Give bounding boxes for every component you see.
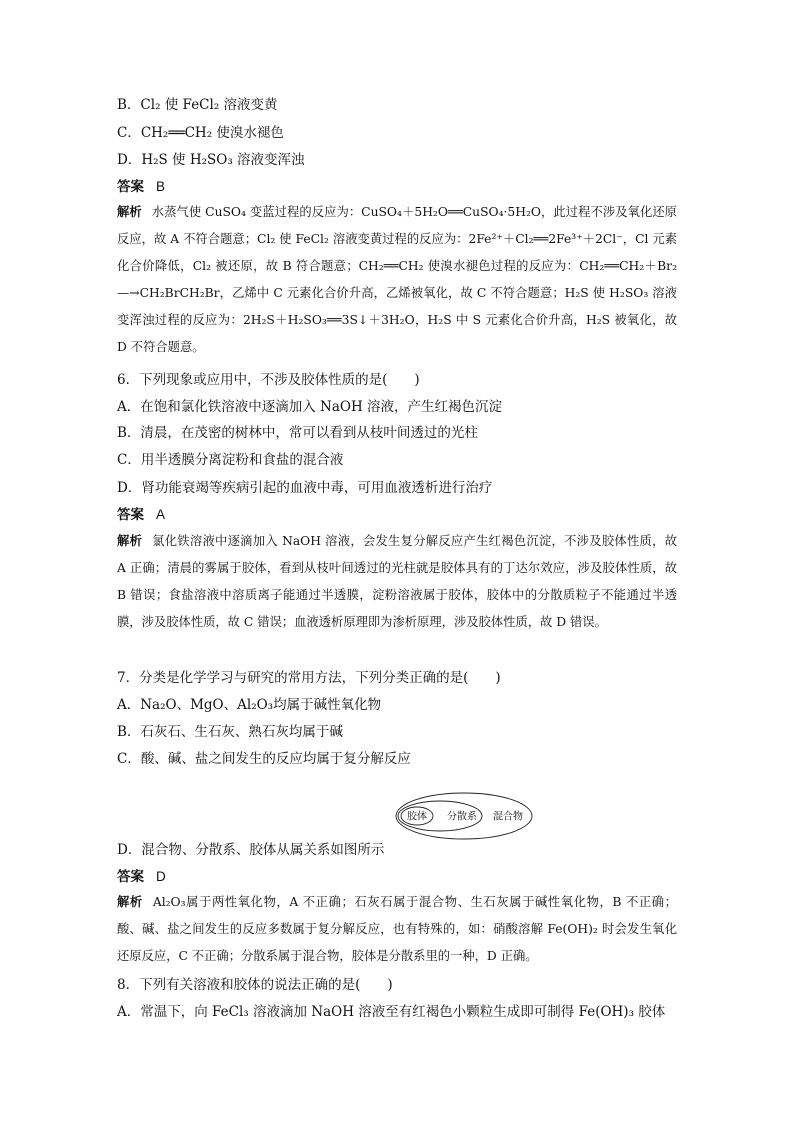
explanation-label: 解析 bbox=[117, 895, 143, 909]
q7-option-b: B．石灰石、生石灰、熟石灰均属于碱 bbox=[117, 724, 343, 740]
explanation-text: 水蒸气使 CuSO₄ 变蓝过程的反应为：CuSO₄＋5H₂O══CuSO₄·5H₂O，此过程不涉及氧化还原反应，故 A 不符合题意；Cl₂ 使 FeCl₂ 溶液变黄过程的反应为：2Fe²⁺＋Cl₂══2Fe³⁺＋2Cl⁻，Cl 元素化合价降低，Cl₂ 被还原，故 B 符合题意；CH₂══CH₂ 使溴水褪色过程的反应为：CH₂══CH₂＋Br₂—→CH₂BrCH₂Br，乙烯中 C 元素化合价升高，乙烯被氧化，故 C 不符合题意；H₂S 使 H₂SO₃ 溶液变浑浊过程的反应为：2H₂S＋H₂SO₃══3S↓＋3H₂O，H₂S 中 S 元素化合价升高，H₂S 被氧化，故 D 不符合题意。 bbox=[117, 205, 677, 354]
explanation-label: 解析 bbox=[117, 205, 142, 219]
q6-option-d: D．肾功能衰竭等疾病引起的血液中毒，可用血液透析进行治疗 bbox=[117, 480, 493, 496]
q8-stem: 8．下列有关溶液和胶体的说法正确的是( ) bbox=[117, 977, 393, 993]
answer-value: D bbox=[156, 869, 166, 884]
explanation-text: Al₂O₃属于两性氧化物，A 不正确；石灰石属于混合物、生石灰属于碱性氧化物，B 不正确；酸、碱、盐之间发生的反应多数属于复分解反应，也有特殊的，如：硝酸溶解 Fe(OH)₂ 时会发生氧化还原反应，C 不正确；分散系属于混合物，胶体是分散系里的一种，D 正确。 bbox=[117, 895, 677, 963]
q5-option-c: C．CH₂══CH₂ 使溴水褪色 bbox=[117, 125, 284, 141]
answer-label: 答案 bbox=[117, 179, 144, 195]
q6-option-b: B．清晨，在茂密的树林中，常可以看到从枝叶间透过的光柱 bbox=[117, 425, 478, 441]
q7-explanation bbox=[117, 889, 677, 970]
q6-explanation bbox=[117, 528, 677, 636]
diagram-label-dispersion: 分散系 bbox=[447, 811, 477, 823]
diagram-label-mixture: 混合物 bbox=[493, 811, 523, 823]
q7-option-c: C．酸、碱、盐之间发生的反应均属于复分解反应 bbox=[117, 751, 411, 767]
q6-answer bbox=[117, 506, 165, 524]
explanation-label: 解析 bbox=[117, 534, 143, 548]
q7-stem: 7．分类是化学学习与研究的常用方法，下列分类正确的是( ) bbox=[117, 670, 501, 686]
q7-option-a: A．Na₂O、MgO、Al₂O₃均属于碱性氧化物 bbox=[117, 697, 382, 713]
answer-label: 答案 bbox=[117, 869, 144, 885]
q5-explanation bbox=[117, 199, 677, 361]
q7-answer bbox=[117, 868, 166, 886]
q5-option-d: D．H₂S 使 H₂SO₃ 溶液变浑浊 bbox=[117, 152, 305, 168]
explanation-text: 氯化铁溶液中逐滴加入 NaOH 溶液，会发生复分解反应产生红褐色沉淀，不涉及胶体性质，故 A 正确；清晨的雾属于胶体，看到从枝叶间透过的光柱就是胶体具有的丁达尔效应，涉及胶体性质，故 B 错误；食盐溶液中溶质离子能通过半透膜，淀粉溶液属于胶体，胶体中的分散质粒子不能通过半透膜，涉及胶体性质，故 C 错误；血液透析原理即为渗析原理，涉及胶体性质，故 D 错误。 bbox=[117, 534, 677, 629]
q8-option-a: A．常温下，向 FeCl₃ 溶液滴加 NaOH 溶液至有红褐色小颗粒生成即可制得 Fe(OH)₃ 胶体 bbox=[117, 1004, 666, 1020]
q6-option-c: C．用半透膜分离淀粉和食盐的混合液 bbox=[117, 452, 344, 468]
q5-option-b: B．Cl₂ 使 FeCl₂ 溶液变黄 bbox=[117, 97, 278, 113]
q5-answer bbox=[117, 178, 165, 196]
answer-value: A bbox=[156, 507, 166, 522]
answer-value: B bbox=[156, 179, 166, 194]
classification-diagram bbox=[394, 791, 534, 841]
answer-label: 答案 bbox=[117, 507, 144, 523]
q6-stem: 6．下列现象或应用中，不涉及胶体性质的是( ) bbox=[117, 372, 420, 388]
q6-option-a: A．在饱和氯化铁溶液中逐滴加入 NaOH 溶液，产生红褐色沉淀 bbox=[117, 399, 503, 415]
q7-option-d: D．混合物、分散系、胶体从属关系如图所示 bbox=[117, 842, 385, 858]
diagram-label-colloid: 胶体 bbox=[407, 811, 427, 823]
